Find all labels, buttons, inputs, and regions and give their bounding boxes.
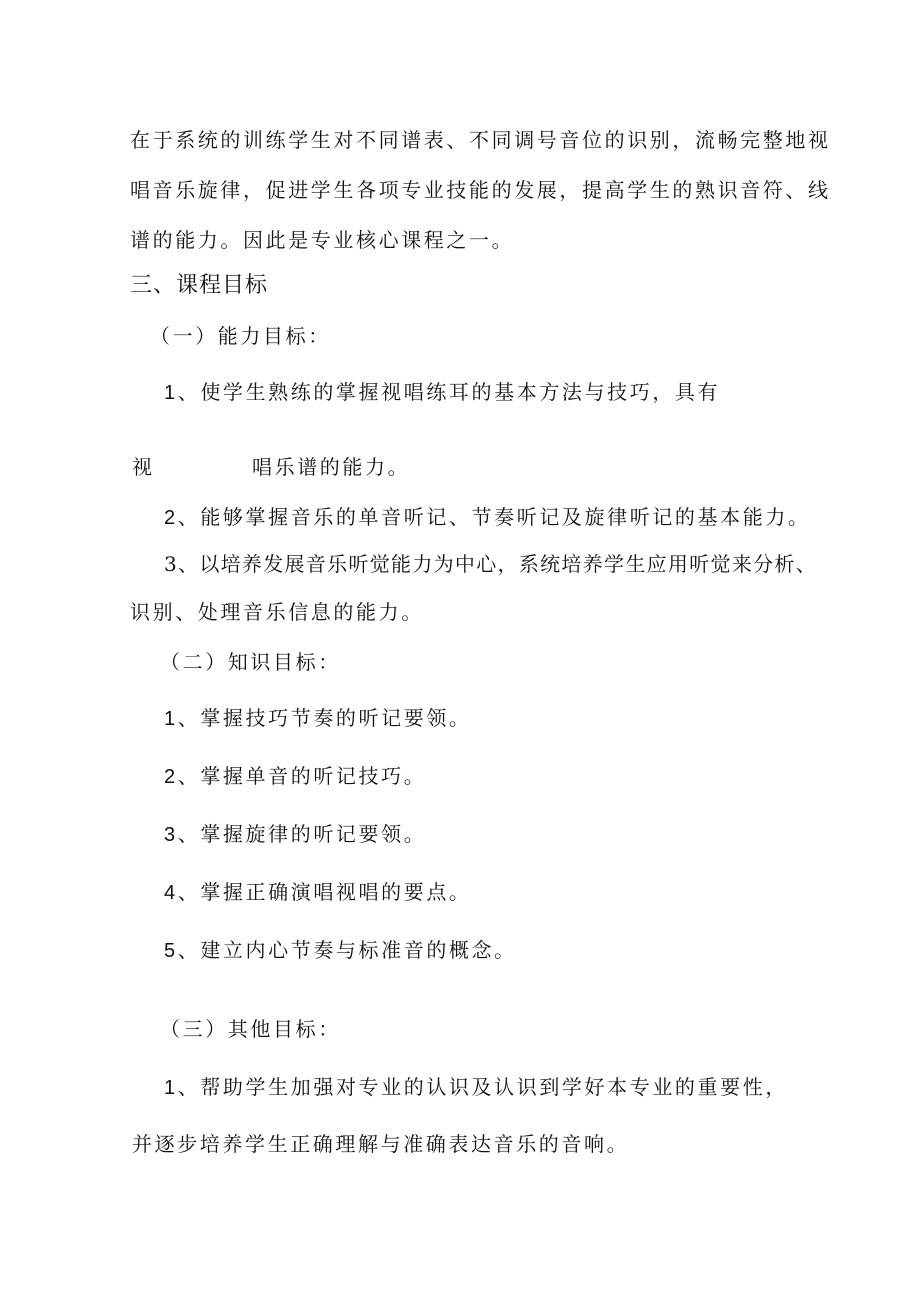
intro-line-3: 谱的能力。因此是专业核心课程之一。 — [130, 228, 515, 252]
ability-item-1-text: 、使学生熟练的掌握视唱练耳的基本方法与技巧，具有 — [177, 380, 721, 404]
ability-item-2 — [164, 503, 811, 532]
other-item-1-number: 1 — [164, 1077, 178, 1099]
knowledge-item — [164, 704, 472, 733]
knowledge-item-text: 、建立内心节奏与标准音的概念。 — [177, 938, 517, 962]
knowledge-item-text: 、掌握正确演唱视唱的要点。 — [177, 880, 472, 904]
ability-item-3-line-1: 3、以培养发展音乐听觉能力为中心，系统培养学生应用听觉来分析、 — [164, 552, 818, 576]
ability-item-1-number: 1 — [164, 382, 178, 404]
ability-item-1-cont-a: 视 — [132, 455, 155, 479]
knowledge-item — [164, 878, 472, 907]
knowledge-item-text: 、掌握技巧节奏的听记要领。 — [177, 706, 472, 730]
other-item-1 — [164, 1073, 788, 1102]
intro-line-2: 唱音乐旋律，促进学生各项专业技能的发展，提高学生的熟识音符、线 — [130, 178, 831, 202]
knowledge-item — [164, 936, 517, 965]
knowledge-heading: （二）知识目标： — [160, 650, 341, 674]
knowledge-item — [164, 820, 426, 849]
knowledge-item-number: 2 — [164, 766, 178, 788]
ability-heading: （一）能力目标： — [150, 324, 331, 348]
other-heading: （三）其他目标： — [160, 1017, 341, 1041]
knowledge-item-number: 5 — [164, 940, 178, 962]
ability-item-1 — [164, 378, 720, 407]
intro-line-1: 在于系统的训练学生对不同谱表、不同调号音位的识别，流畅完整地视 — [130, 128, 831, 152]
ability-item-3-line-2: 识别、处理音乐信息的能力。 — [130, 600, 424, 624]
knowledge-item-text: 、掌握单音的听记技巧。 — [177, 764, 427, 788]
ability-item-1-cont-b: 唱乐谱的能力。 — [252, 455, 411, 479]
section-title: 三、课程目标 — [130, 273, 269, 298]
knowledge-item — [164, 762, 426, 791]
knowledge-item-number: 4 — [164, 882, 178, 904]
other-item-1-cont: 并逐步培养学生正确理解与准确表达音乐的音响。 — [132, 1132, 630, 1156]
knowledge-item-number: 3 — [164, 824, 178, 846]
knowledge-item-text: 、掌握旋律的听记要领。 — [177, 822, 427, 846]
other-item-1-text: 、帮助学生加强对专业的认识及认识到学好本专业的重要性， — [177, 1075, 788, 1099]
ability-item-2-number: 2 — [164, 507, 178, 529]
ability-item-2-text: 、能够掌握音乐的单音听记、节奏听记及旋律听记的基本能力。 — [177, 505, 811, 529]
knowledge-item-number: 1 — [164, 708, 178, 730]
